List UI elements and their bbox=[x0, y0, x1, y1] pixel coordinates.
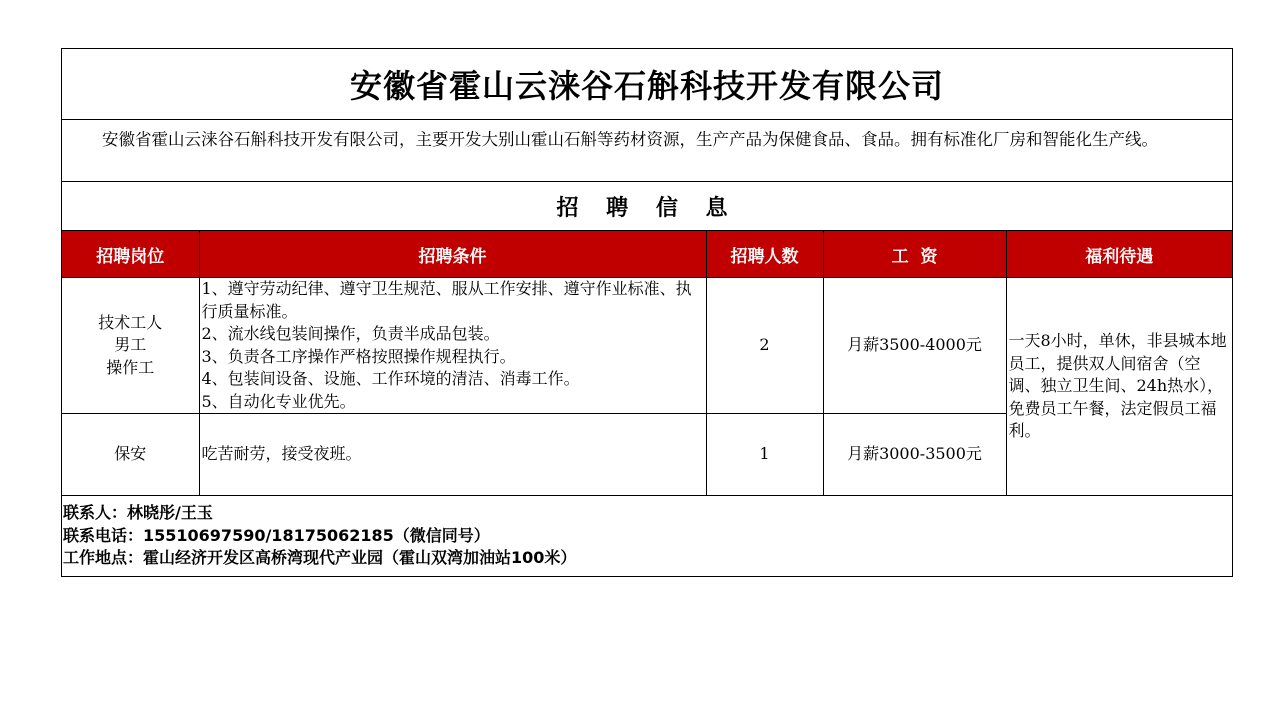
section-title: 招 聘 信 息 bbox=[62, 182, 1232, 231]
requirement-item: 3、负责各工序操作严格按照操作规程执行。 bbox=[201, 346, 516, 366]
requirement-item: 4、包装间设备、设施、工作环境的清洁、消毒工作。 bbox=[201, 369, 580, 388]
salary-cell: 月薪3500-4000元 bbox=[823, 278, 1006, 414]
benefits-cell: 一天8小时，单休，非县城本地员工，提供双人间宿舍（空调、独立卫生间、24h热水），免费员工午餐，法定假员工福利。 bbox=[1006, 278, 1232, 496]
header-benefits: 福利待遇 bbox=[1006, 231, 1232, 278]
count-cell: 1 bbox=[706, 414, 823, 496]
position-cell: 保安 bbox=[62, 414, 199, 496]
requirement-item: 2、流水线包装间操作，负责半成品包装。 bbox=[201, 324, 500, 343]
salary-cell: 月薪3000-3500元 bbox=[823, 414, 1006, 496]
table-row bbox=[62, 278, 1232, 414]
requirements-cell bbox=[199, 278, 706, 414]
position-line: 操作工 bbox=[106, 357, 155, 377]
contact-person: 联系人：林晓彤/王玉 bbox=[63, 503, 213, 522]
header-count: 招聘人数 bbox=[706, 231, 823, 278]
header-requirements: 招聘条件 bbox=[199, 231, 706, 278]
table-header-row bbox=[62, 231, 1232, 278]
position-cell bbox=[62, 278, 199, 414]
company-title: 安徽省霍山云涞谷石斛科技开发有限公司 bbox=[62, 49, 1232, 120]
jobs-table bbox=[62, 231, 1232, 495]
company-intro: 安徽省霍山云涞谷石斛科技开发有限公司，主要开发大别山霍山石斛等药材资源，生产产品为保健食品、食品。拥有标准化厂房和智能化生产线。 bbox=[62, 120, 1232, 182]
recruitment-sheet bbox=[61, 48, 1233, 577]
work-address: 工作地点：霍山经济开发区高桥湾现代产业园（霍山双湾加油站100米） bbox=[63, 548, 577, 567]
header-position: 招聘岗位 bbox=[62, 231, 199, 278]
requirements-cell: 吃苦耐劳，接受夜班。 bbox=[199, 414, 706, 496]
requirement-item: 1、遵守劳动纪律、遵守卫生规范、服从工作安排、遵守作业标准、执行质量标准。 bbox=[201, 279, 692, 321]
position-line: 男工 bbox=[114, 335, 147, 355]
contact-info bbox=[62, 495, 1232, 576]
contact-phone: 联系电话：15510697590/18175062185（微信同号） bbox=[63, 525, 490, 545]
requirement-item: 5、自动化专业优先。 bbox=[201, 391, 356, 411]
count-cell: 2 bbox=[706, 278, 823, 414]
header-salary: 工 资 bbox=[823, 231, 1006, 278]
position-line: 技术工人 bbox=[98, 312, 163, 332]
